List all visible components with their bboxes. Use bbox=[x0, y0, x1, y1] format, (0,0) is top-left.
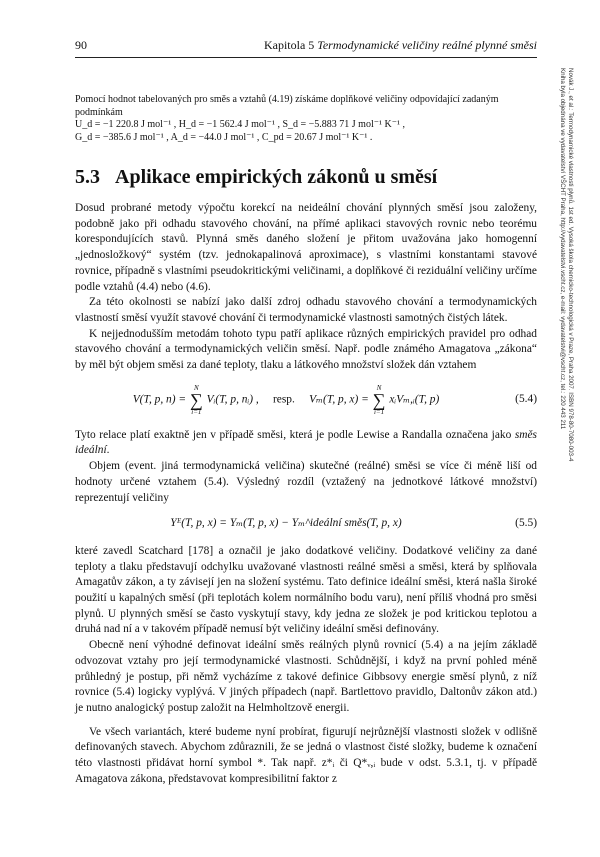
paragraph-6: které zavedl Scatchard [178] a označil je jako dodatkové veličiny. Dodatkové veličiny za dané teploty a tlaku představují odchylku uvažované vlastnosti reálné směsi a směsi, která by splňovala Amagatův zákon, a ty závisejí jen na složení systému. Tato definice ideální směsi, která našla široké použití u kapalných směsí (při teplotách kolem normálního bodu varu), není příliš vhodná pro směsi plynů. U plynných směsí se často vyskytují stavy, kdy jedna ze složek je pod kritickou teplotou a druhá nad ní a v takovém případě nemusí být veličiny ideální směsi definovány. bbox=[75, 544, 537, 636]
sidebar-line-1: Novák J., et al.: Termodynamické vlastnosti plynů. 1st ed. Vysoká škola chemicko-technologická v Praze, Praha 2007. ISBN 978-80-7080-003-4 bbox=[567, 68, 574, 462]
sum-lower: i=1 bbox=[191, 407, 202, 416]
equation-number: (5.5) bbox=[515, 517, 537, 530]
equation-5-5-body: Yᴱ(T, p, x) = Yₘ(T, p, x) − Yₘ^ideální směs(T, p, x) bbox=[170, 517, 402, 530]
sidebar-line-2: Kniha byla objednána ve vydavatelství VŠCHT Praha, http://vydavatelstvi.vscht.cz, e-mail: vydavatelstvi@vscht.cz, tel.: 220 443 211 bbox=[559, 68, 567, 430]
sigma-icon: ∑ bbox=[189, 389, 203, 410]
paragraph-8: Ve všech variantách, které budeme nyní probírat, figurují nejrůznější vlastnosti složek v odlišně definovaných stavech. Abychom zdůraznili, že se jedná o vlastnost čisté složky, budeme k označení této vlastnosti přidávat horní symbol *. Tak např. z*ᵢ či Q*ᵥ,ᵢ bude v odst. 5.3.1, tj. v případě Amagatova zákona, představovat kompresibilitní faktor z bbox=[75, 725, 537, 785]
sum-upper: N bbox=[376, 383, 382, 392]
chapter-label: Kapitola 5 bbox=[263, 38, 315, 52]
section-heading bbox=[75, 166, 537, 189]
eq54-resp: resp. bbox=[273, 393, 295, 406]
sigma-icon: ∑ bbox=[372, 389, 386, 410]
page-number: 90 bbox=[75, 38, 87, 52]
sum-upper: N bbox=[194, 383, 199, 392]
page bbox=[75, 38, 537, 788]
eq54-right-rhs: xᵢVₘ,ᵢ(T, p) bbox=[389, 393, 440, 406]
equation-5-5 bbox=[75, 516, 537, 532]
section-number: 5.3 bbox=[75, 166, 100, 188]
paragraph-5: Objem (event. jiná termodynamická veličina) skutečné (reálné) směsi se více či méně liší od hodnoty určené vztahem (5.4). Výsledný rozdíl (vztažený na jednotkové látkové množství) reprezentují veličiny bbox=[75, 460, 537, 504]
paragraph-4 bbox=[75, 428, 537, 459]
intro-line-3: G_d = −385.6 J mol⁻¹ , A_d = −44.0 J mol⁻¹ , C_pd = 20.67 J mol⁻¹ K⁻¹ . bbox=[75, 131, 373, 143]
paragraph-4-end: . bbox=[106, 444, 110, 457]
ideal-mixture-term: směs ideální bbox=[75, 428, 537, 457]
intro-block bbox=[75, 94, 537, 144]
chapter-heading bbox=[264, 38, 537, 53]
copyright-sidebar bbox=[560, 68, 574, 828]
paragraph-3: K nejjednodušším metodám tohoto typu patří aplikace různých empirických pravidel pro odhad stavového chování a termodynamických veličin směsí. Např. podle známého Amagatova „zákona“ by měl být objem směsi za dané teploty, tlaku a látkového množství složek dán vztahem bbox=[75, 327, 537, 372]
eq54-left-rhs: Vᵢ(T, p, nᵢ) , bbox=[206, 393, 259, 406]
body-text bbox=[75, 201, 537, 788]
paragraph-2: Za této okolnosti se nabízí jako další zdroj odhadu stavového chování a termodynamických vlastností směsí využít stavové chování či termodynamické vlastnosti samotných čistých látek. bbox=[75, 296, 537, 324]
summation-symbol bbox=[190, 384, 203, 416]
equation-5-4 bbox=[75, 384, 537, 416]
eq54-right-lhs: Vₘ(T, p, x) = bbox=[309, 393, 369, 406]
intro-line-2: U_d = −1 220.8 J mol⁻¹ , H_d = −1 562.4 J mol⁻¹ , S_d = −5.883 71 J mol⁻¹ K⁻¹ , bbox=[75, 119, 406, 130]
paragraph-1: Dosud probrané metody výpočtu korekcí na neideální chování plynných směsí jsou založeny, podobně jako při odhadu stavového chování, na přímé aplikaci stavových rovnic nebo teorému korespondujících stavů. Plynná směs daného složení je přitom uvažována jako homogenní „jednosložkový“ systém (tzv. jednokapalinová aproximace), s vlastními konstantami stavové rovnice, případně s vlastními pseudokritickými veličinami, a doplňkové či reziduální veličiny určíme podle vztahů (4.4) nebo (4.6). bbox=[75, 202, 537, 293]
section-title: Aplikace empirických zákonů u směsí bbox=[115, 166, 438, 188]
running-header bbox=[75, 38, 537, 58]
equation-number: (5.4) bbox=[515, 392, 537, 405]
paragraph-7: Obecně není výhodné definovat ideální směs reálných plynů rovnicí (5.4) a na jejím základě odvozovat vztahy pro její termodynamické vlastnosti. Schůdnější, i když na první pohled méně průhledný je postup, při němž vycházíme z takové definice Gibbsovy energie směsí plynů, z níž rovnice (5.4) logicky vyplývá. V jiných případech (např. Bartlettovo pravidlo, Daltonův zákon atd.) je nutno analogický postup založit na Helmholtzově energii. bbox=[75, 639, 537, 714]
paragraph-4-text: Tyto relace platí exaktně jen v případě směsi, která je podle Lewise a Randalla označena jako bbox=[75, 428, 515, 441]
summation-symbol bbox=[373, 384, 386, 416]
eq54-left-lhs: V(T, p, n) = bbox=[132, 393, 187, 406]
chapter-title: Termodynamické veličiny reálné plynné směsi bbox=[317, 38, 537, 52]
intro-line-1: Pomocí hodnot tabelovaných pro směs a vztahů (4.19) získáme doplňkové veličiny odpovídající zadaným podmínkám bbox=[75, 94, 499, 118]
sum-lower: i=1 bbox=[373, 407, 385, 416]
equation-5-4-body bbox=[75, 384, 497, 416]
